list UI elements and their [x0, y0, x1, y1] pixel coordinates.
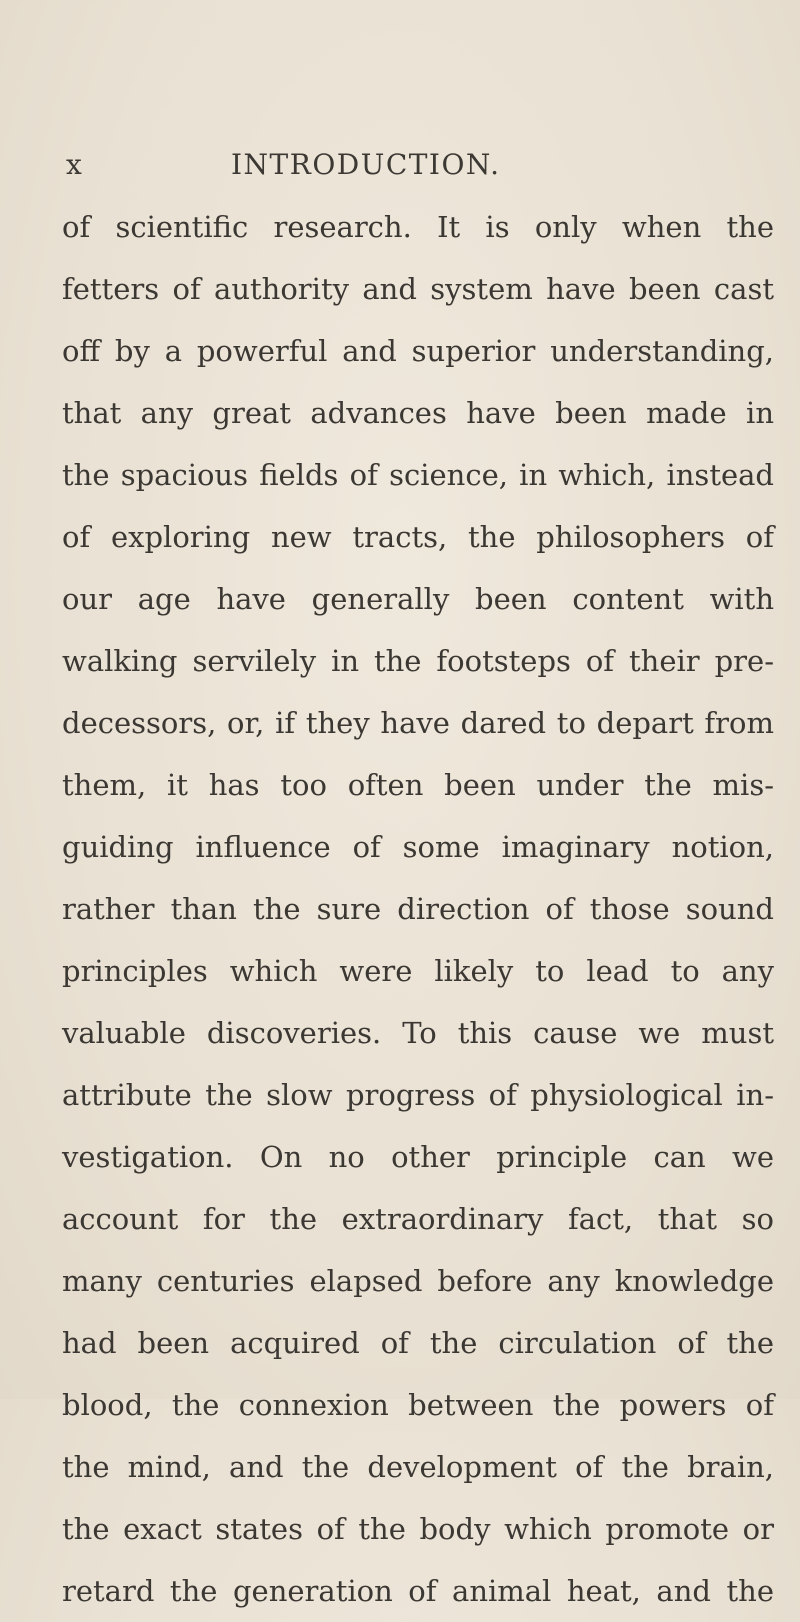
- text-line: fetters of authority and system have been cast: [62, 272, 774, 306]
- text-line: account for the extraordinary fact, that so: [62, 1202, 774, 1236]
- text-line: guiding influence of some imaginary notion,: [62, 830, 774, 864]
- text-line: the exact states of the body which promote or: [62, 1512, 774, 1546]
- text-line: the mind, and the development of the brain,: [62, 1450, 774, 1484]
- text-line: many centuries elapsed before any knowledge: [62, 1264, 774, 1298]
- text-line: the spacious fields of science, in which, instead: [62, 458, 774, 492]
- text-line: had been acquired of the circulation of the: [62, 1326, 774, 1360]
- text-line: retard the generation of animal heat, and the: [62, 1574, 774, 1608]
- text-line: valuable discoveries. To this cause we must: [62, 1016, 774, 1050]
- text-line: rather than the sure direction of those sound: [62, 892, 774, 926]
- text-line: blood, the connexion between the powers of: [62, 1388, 774, 1422]
- text-line: decessors, or, if they have dared to depart from: [62, 706, 774, 740]
- text-line: principles which were likely to lead to any: [62, 954, 774, 988]
- running-head: INTRODUCTION.: [231, 148, 501, 181]
- text-line: of exploring new tracts, the philosophers of: [62, 520, 774, 554]
- text-line: vestigation. On no other principle can we: [62, 1140, 774, 1174]
- text-line: our age have generally been content with: [62, 582, 774, 616]
- body-text: [62, 196, 774, 1622]
- text-line: off by a powerful and superior understanding,: [62, 334, 774, 368]
- text-line: of scientific research. It is only when the: [62, 210, 774, 244]
- text-line: attribute the slow progress of physiological in-: [62, 1078, 774, 1112]
- page-header: [66, 148, 766, 188]
- text-line: them, it has too often been under the mis-: [62, 768, 774, 802]
- page-number: x: [66, 148, 83, 181]
- text-line: walking servilely in the footsteps of their pre-: [62, 644, 774, 678]
- text-line: that any great advances have been made in: [62, 396, 774, 430]
